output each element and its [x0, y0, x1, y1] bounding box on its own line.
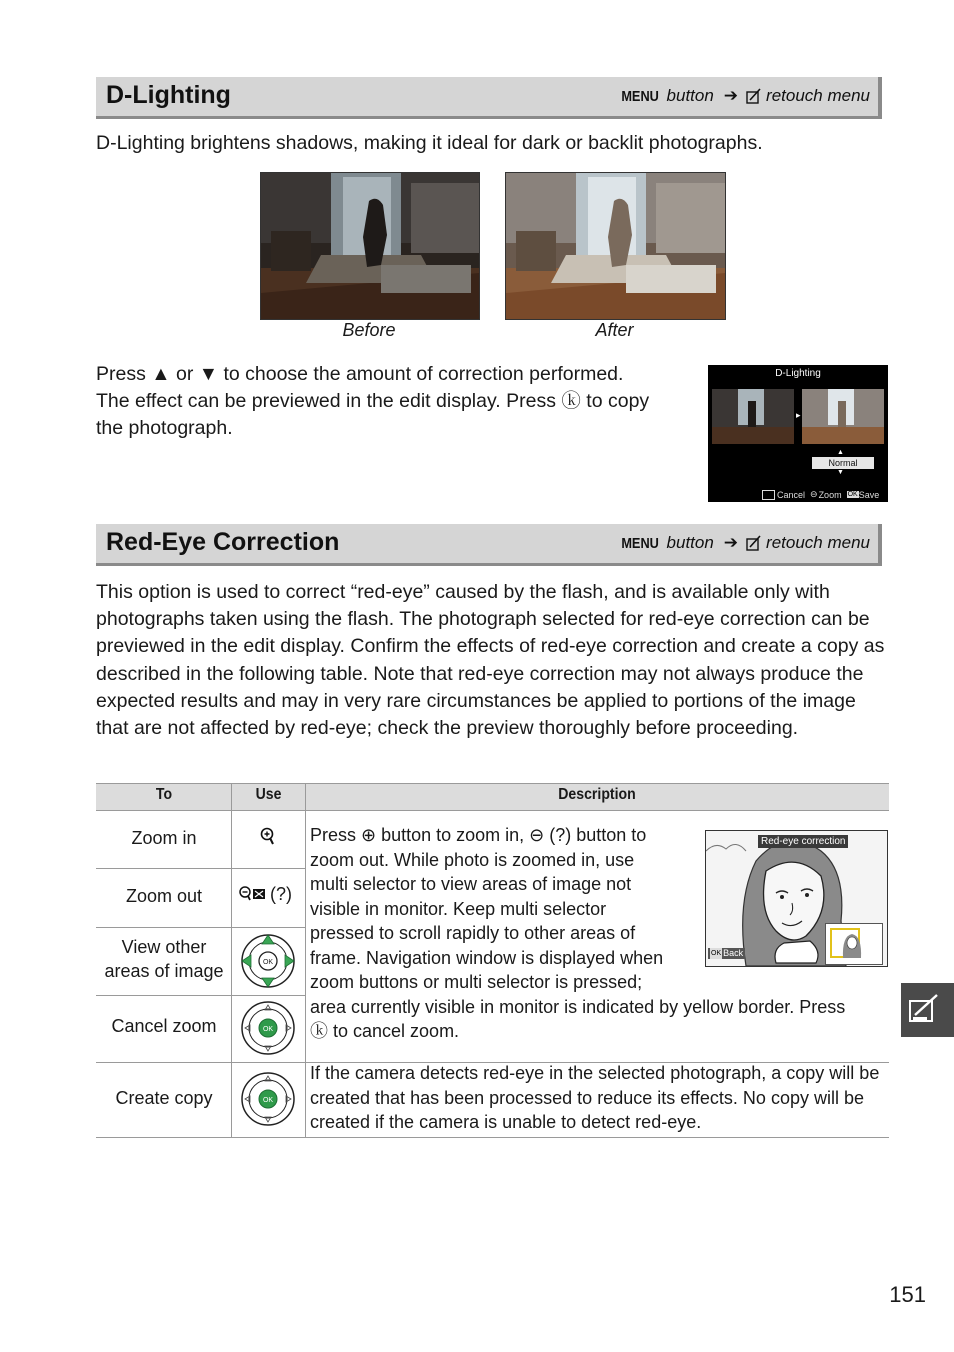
redeye-back-label: Back	[723, 948, 744, 958]
cancel-key-icon	[762, 490, 775, 500]
retouch-menu-icon	[746, 535, 762, 551]
zoom-desc-line: zoom out. While photo is zoomed in, use	[310, 849, 635, 870]
table-rule	[96, 927, 305, 928]
header-use: Use	[255, 786, 282, 803]
zoom-desc-line: frame. Navigation window is displayed when	[310, 947, 664, 968]
button-label: button	[666, 533, 714, 552]
selector-ok-text: OK	[262, 1026, 274, 1033]
page-number: 151	[889, 1282, 926, 1307]
redeye-intro: This option is used to correct “red-eye” caused by the flash, and is available only with photographs taken using the flash. The photograph selected for red-eye correction can be previewed in the edit display. Confirm the effects of red-eye correction and create a copy as described in the following table. Note that red-eye correction may not always produce the expected results and may in very rare circumstances be applied to portions of the image that are not affected by red-eye; check the preview thoroughly before proceeding.	[96, 581, 885, 740]
navigation-window	[825, 923, 883, 965]
zoom-out-use	[238, 884, 292, 905]
after-photo	[505, 172, 726, 320]
arrow-icon: ➔	[723, 86, 739, 105]
footer-zoom: Zoom	[818, 489, 842, 500]
screen-after-thumb	[802, 389, 884, 444]
redeye-screen-footer	[708, 948, 745, 959]
help-key-label: (?)	[270, 884, 292, 904]
retouch-menu-label: retouch menu	[766, 86, 870, 105]
table-rule	[305, 783, 306, 1137]
row-cancel-zoom-label: Cancel zoom	[111, 1016, 217, 1036]
redeye-section-header	[96, 524, 882, 566]
dlighting-intro: D-Lighting brightens shadows, making it ideal for dark or backlit photographs.	[96, 132, 763, 154]
table-rule	[96, 868, 305, 869]
dlighting-menu-path	[618, 86, 870, 106]
header-description: Description	[558, 786, 636, 803]
dlighting-section-header	[96, 77, 882, 119]
before-photo-image	[261, 173, 479, 319]
zoom-out-thumbnail-icon	[238, 885, 270, 905]
row-create-copy-label: Create copy	[115, 1088, 213, 1108]
zoom-desc-line: zoom buttons or multi selector is pressed;	[310, 972, 643, 992]
retouch-tab-icon	[901, 983, 954, 1037]
selector-ok-text: OK	[262, 959, 274, 966]
retouch-menu-label: retouch menu	[766, 533, 870, 552]
level-up-icon: ▲	[837, 449, 844, 456]
instruction-line-1: Press ▲ or ▼ to choose the amount of correction performed.	[96, 363, 624, 385]
row-zoom-in-label: Zoom in	[131, 828, 197, 848]
table-rule	[96, 783, 889, 784]
zoom-key-icon: ⊖	[810, 489, 818, 499]
table-rule	[96, 1137, 889, 1138]
screen-title: D-Lighting	[775, 368, 821, 379]
retouch-menu-icon	[746, 88, 762, 104]
zoom-desc-line: area currently visible in monitor is indicated by yellow border. Press	[310, 996, 846, 1017]
multi-selector-ok-icon	[240, 1071, 296, 1127]
menu-button-label: MENU	[621, 534, 660, 552]
button-label: button	[666, 86, 714, 105]
after-caption: After	[595, 320, 634, 340]
zoom-desc-line: ⓚ to cancel zoom.	[310, 1021, 460, 1041]
selector-ok-text: OK	[262, 1097, 274, 1104]
footer-save: Save	[858, 489, 880, 500]
create-copy-description: If the camera detects red-eye in the selected photograph, a copy will be created that has been processed to reduce its effects. No copy will be created if the camera is unable to detect red-eye.	[310, 1063, 880, 1132]
screen-before-thumb	[712, 389, 794, 444]
zoom-desc-line: multi selector to view areas of image not	[310, 874, 632, 894]
screen-level-value: Normal	[812, 457, 874, 469]
multi-selector-all-directions-icon	[240, 933, 296, 989]
instruction-line-2: The effect can be previewed in the edit display. Press ⓚ to copy	[96, 390, 650, 413]
screen-footer	[762, 489, 879, 500]
multi-selector-ok-icon	[240, 1000, 296, 1056]
dlighting-title: D-Lighting	[106, 81, 231, 109]
instruction-line-3: the photograph.	[96, 417, 233, 440]
ok-key-icon: OK	[711, 950, 722, 957]
level-down-icon: ▼	[837, 469, 844, 476]
before-caption: Before	[342, 320, 396, 340]
dlighting-instructions	[96, 361, 706, 443]
redeye-menu-path	[618, 533, 870, 553]
table-rule	[96, 995, 305, 996]
row-zoom-out-label: Zoom out	[125, 886, 203, 906]
row-view-other-label: View other areas of image	[104, 937, 224, 981]
footer-cancel: Cancel	[777, 489, 806, 500]
menu-button-label: MENU	[621, 87, 660, 105]
header-to: To	[155, 786, 173, 803]
after-photo-image	[506, 173, 725, 319]
redeye-title: Red-Eye Correction	[106, 528, 340, 556]
ok-key-icon: OK	[847, 491, 858, 498]
screen-arrow-icon: ▸	[796, 410, 801, 420]
zoom-desc-line: Press ⊕ button to zoom in, ⊖ (?) button to	[310, 825, 647, 845]
zoom-desc-line: visible in monitor. Keep multi selector	[310, 898, 607, 919]
zoom-in-icon	[259, 826, 277, 848]
zoom-desc-line: pressed to scroll rapidly to other areas of	[310, 923, 636, 943]
table-rule	[96, 810, 889, 811]
before-photo	[260, 172, 480, 320]
dlighting-camera-screen	[708, 365, 888, 502]
retouch-section-tab	[901, 983, 954, 1037]
arrow-icon: ➔	[723, 533, 739, 552]
redeye-screen-illustration	[705, 830, 888, 967]
redeye-screen-title: Red-eye correction	[758, 835, 848, 848]
navigation-thumbnail	[840, 930, 864, 958]
